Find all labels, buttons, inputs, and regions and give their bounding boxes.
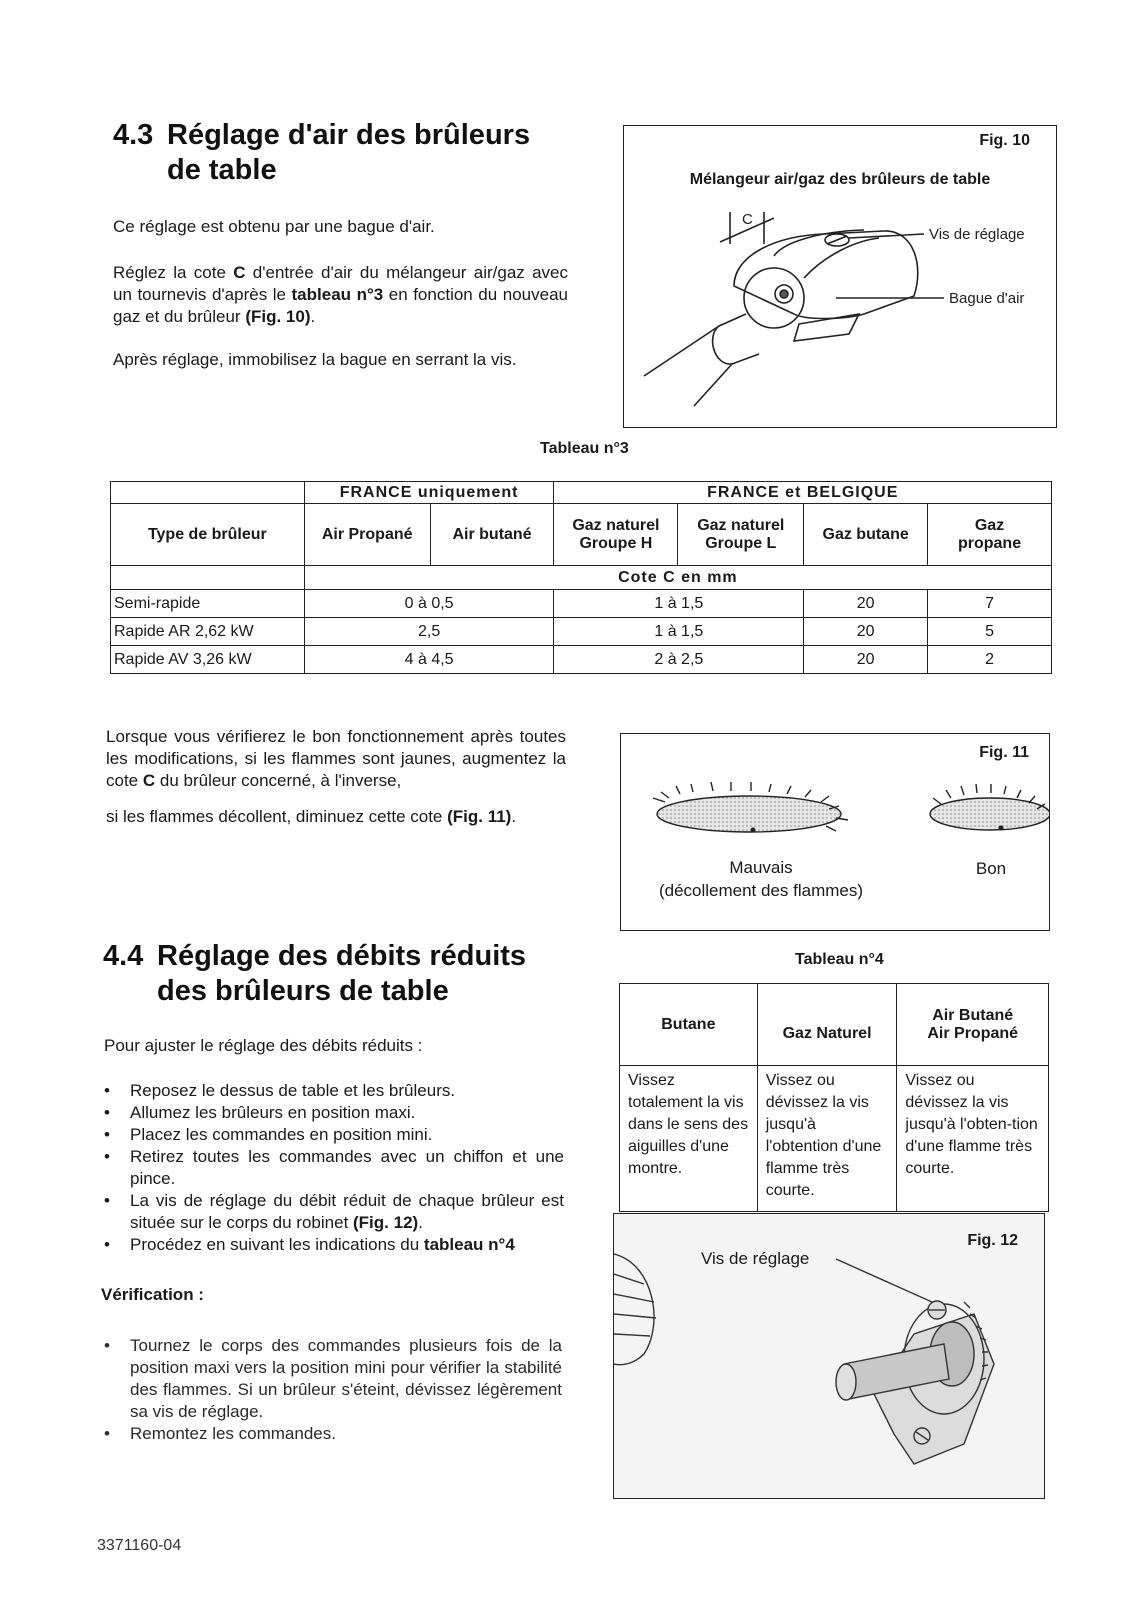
- cell-propane: 7: [928, 590, 1052, 618]
- table-4-caption: Tableau n°4: [795, 951, 884, 968]
- table-4: [619, 983, 1049, 1212]
- col-gaz-naturel-l: [678, 504, 804, 566]
- list-item: • Reposez le dessus de table et les brûleurs.: [104, 1080, 564, 1102]
- cell-air: Vissez ou dévissez la vis jusqu'à l'obten-tion d'une flamme très courte.: [897, 1066, 1049, 1212]
- list-item: • Retirez toutes les commandes avec un chiffon et une pince.: [104, 1146, 564, 1190]
- header-line: Groupe L: [705, 534, 777, 552]
- figure-10: [623, 125, 1057, 428]
- figure-12: [613, 1213, 1045, 1499]
- figure-11: [620, 733, 1050, 931]
- list-item: • Remontez les commandes.: [104, 1423, 562, 1445]
- verification-title: Vérification :: [101, 1285, 204, 1304]
- header-line: Gaz naturel: [697, 516, 785, 534]
- cell-propane: 5: [928, 618, 1052, 646]
- callout-vis-de-reglage: Vis de réglage: [929, 226, 1025, 243]
- text: Procédez en suivant les indications du: [130, 1235, 424, 1254]
- header-line: Gaz naturel: [572, 516, 660, 534]
- table-row: [111, 618, 1052, 646]
- col-air-butane: Air butané: [430, 504, 554, 566]
- text: Lorsque vous vérifierez le bon fonctionnement après toutes les modifications, si les flammes sont jaunes, augmentez la cote: [106, 727, 566, 790]
- table-cell-empty: [111, 482, 305, 504]
- header-line: Gaz: [974, 516, 1005, 534]
- cell-butane: Vissez totalement la vis dans le sens des aiguilles d'une montre.: [620, 1066, 758, 1212]
- figure-label: Fig. 11: [979, 744, 1029, 761]
- header-line: propane: [957, 534, 1022, 552]
- table-3: [110, 481, 1052, 674]
- cell-air: 4 à 4,5: [304, 646, 554, 674]
- table-cell-empty: [111, 566, 305, 590]
- paragraph-flames: [106, 726, 566, 792]
- cell-butane: 20: [804, 618, 928, 646]
- cell-type: Semi-rapide: [111, 590, 305, 618]
- callout-vis-de-reglage: Vis de réglage: [701, 1249, 810, 1268]
- text: La vis de réglage du débit réduit de chaque brûleur est située sur le corps du robinet: [130, 1191, 564, 1232]
- text: Réglez la cote: [113, 263, 234, 282]
- col-type-de-bruleur: Type de brûleur: [111, 504, 305, 566]
- list-item: • Placez les commandes en position mini.: [104, 1124, 564, 1146]
- mixer-illustration: [624, 196, 1056, 426]
- text-bold: C: [142, 771, 156, 790]
- text: .: [418, 1213, 423, 1232]
- list-item: [104, 1234, 564, 1256]
- cell-propane: 2: [928, 646, 1052, 674]
- label-mauvais: [621, 856, 901, 902]
- cell-gaz-naturel: Vissez ou dévissez la vis jusqu'à l'obtention d'une flamme très courte.: [757, 1066, 897, 1212]
- figure-label: Fig. 10: [979, 132, 1030, 149]
- label-line: Mauvais: [729, 858, 793, 877]
- list-item: • Tournez le corps des commandes plusieurs fois de la position maxi vers la position mini pour vérifier la stabilité des flammes. Si un brûleur s'éteint, dévissez légèrement sa vis de réglage.: [104, 1335, 562, 1423]
- cell-butane: 20: [804, 590, 928, 618]
- label-line: (décollement des flammes): [658, 881, 864, 900]
- paragraph: Après réglage, immobilisez la bague en serrant la vis.: [113, 350, 517, 369]
- section-4-3-title: [113, 118, 593, 188]
- list-item: [104, 1190, 564, 1234]
- label-bon: Bon: [975, 859, 1007, 878]
- document-reference: 3371160-04: [97, 1537, 182, 1554]
- cell-butane: 20: [804, 646, 928, 674]
- col-gaz-propane: [928, 504, 1052, 566]
- table-ref: tableau n°3: [291, 285, 384, 304]
- verification-list: [104, 1335, 562, 1445]
- figure-label: Fig. 12: [967, 1232, 1018, 1249]
- section-title-line2: de table: [167, 154, 277, 186]
- header-line: Air Butané: [932, 1006, 1014, 1024]
- header-line: Groupe H: [579, 534, 653, 552]
- cell-type: Rapide AV 3,26 kW: [111, 646, 305, 674]
- header-france-uniquement: FRANCE uniquement: [304, 482, 554, 504]
- cell-type: Rapide AR 2,62 kW: [111, 618, 305, 646]
- col-air-butane-propane: [897, 984, 1049, 1066]
- table-row: [111, 590, 1052, 618]
- table-3-caption: Tableau n°3: [540, 440, 629, 457]
- list-item: • Allumez les brûleurs en position maxi.: [104, 1102, 564, 1124]
- table-row: [111, 646, 1052, 674]
- text: .: [310, 307, 316, 326]
- col-gaz-butane: Gaz butane: [804, 504, 928, 566]
- col-gaz-naturel: Gaz Naturel: [757, 984, 897, 1066]
- cell-gaz-naturel: 1 à 1,5: [554, 590, 804, 618]
- text: d'entrée d'air du mélangeur air/gaz avec un tournevis d'après le: [113, 263, 568, 304]
- cell-gaz-naturel: 1 à 1,5: [554, 618, 804, 646]
- callout-bague-d-air: Bague d'air: [949, 290, 1025, 307]
- header-line: Air Propané: [927, 1024, 1019, 1042]
- unit-row-cote-c: Cote C en mm: [304, 566, 1051, 590]
- fig-ref: (Fig. 11): [447, 807, 512, 826]
- col-air-propane: Air Propané: [304, 504, 430, 566]
- cell-air: 0 à 0,5: [304, 590, 554, 618]
- bullet-list: [104, 1080, 564, 1256]
- flames-illustration: [621, 764, 1049, 854]
- col-butane: Butane: [620, 984, 758, 1066]
- section-title-line2: des brûleurs de table: [157, 975, 449, 1007]
- section-title-line1: Réglage des débits réduits: [157, 940, 527, 972]
- text: .: [511, 807, 517, 826]
- table-row: [620, 1066, 1049, 1212]
- fig-ref: (Fig. 10): [245, 307, 311, 326]
- figure-caption: Mélangeur air/gaz des brûleurs de table: [689, 171, 991, 188]
- text-bold: C: [233, 263, 246, 282]
- section-number: 4.4: [103, 940, 144, 972]
- fig-ref: (Fig. 12): [353, 1213, 419, 1232]
- section-4-4-title: [103, 939, 603, 1009]
- section-number: 4.3: [113, 119, 154, 151]
- table-ref: tableau n°4: [423, 1235, 515, 1254]
- text: en fonction du nouveau gaz et du brûleur: [113, 285, 568, 326]
- text: du brûleur concerné, à l'inverse,: [155, 771, 402, 790]
- cell-air: 2,5: [304, 618, 554, 646]
- paragraph: Pour ajuster le réglage des débits réduits :: [104, 1036, 423, 1055]
- col-gaz-naturel-h: [554, 504, 678, 566]
- callout-c: C: [742, 211, 753, 228]
- header-france-belgique: FRANCE et BELGIQUE: [554, 482, 1052, 504]
- paragraph: Ce réglage est obtenu par une bague d'air.: [113, 217, 435, 236]
- paragraph-flames-end: [106, 806, 576, 828]
- valve-illustration: [614, 1214, 1044, 1498]
- paragraph: [113, 262, 568, 328]
- section-title-line1: Réglage d'air des brûleurs: [167, 119, 531, 151]
- cell-gaz-naturel: 2 à 2,5: [554, 646, 804, 674]
- text: si les flammes décollent, diminuez cette cote: [106, 807, 448, 826]
